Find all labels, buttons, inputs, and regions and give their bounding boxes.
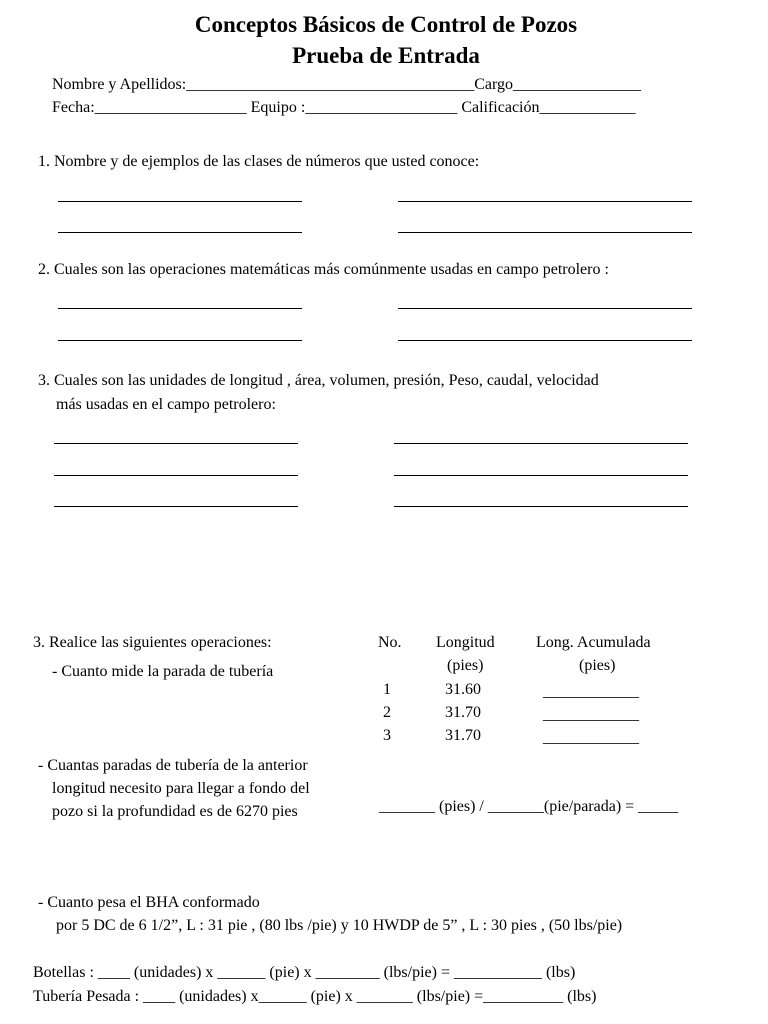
operations-heading: 3. Realice las siguientes operaciones: — [33, 634, 272, 651]
page-title: Conceptos Básicos de Control de Pozos — [194, 12, 578, 37]
table-cell-length: 31.70 — [445, 704, 481, 721]
page-subtitle: Prueba de Entrada — [292, 43, 480, 68]
table-header-accum: Long. Acumulada — [536, 634, 651, 651]
operations-sub-3-line-1: - Cuanto pesa el BHA conformado — [38, 894, 260, 911]
botellas-formula[interactable]: Botellas : ____ (unidades) x ______ (pie) x ________ (lbs/pie) = ___________ (lbs) — [33, 964, 576, 981]
table-cell-length: 31.70 — [445, 727, 481, 744]
table-header-accum-unit: (pies) — [579, 657, 616, 674]
operations-sub-2-line-3: pozo si la profundidad es de 6270 pies — [52, 803, 298, 820]
answer-line[interactable] — [58, 232, 302, 233]
table-cell-accum[interactable]: ____________ — [543, 729, 639, 746]
table-header-length-unit: (pies) — [447, 657, 484, 674]
table-header-no: No. — [378, 634, 402, 651]
date-field[interactable]: Fecha:___________________ Equipo :___________________ Calificación____________ — [52, 99, 636, 116]
table-cell-no: 1 — [383, 681, 391, 698]
table-cell-accum[interactable]: ____________ — [543, 706, 639, 723]
answer-line[interactable] — [398, 308, 692, 309]
question-2: 2. Cuales son las operaciones matemáticas más comúnmente usadas en campo petrolero : — [38, 261, 609, 278]
answer-line[interactable] — [394, 475, 688, 476]
operations-sub-2-line-2: longitud necesito para llegar a fondo del — [52, 780, 310, 797]
answer-line[interactable] — [58, 308, 302, 309]
answer-line[interactable] — [54, 475, 298, 476]
table-cell-no: 3 — [383, 727, 391, 744]
answer-line[interactable] — [54, 506, 298, 507]
parada-formula[interactable]: _______ (pies) / _______(pie/parada) = _____ — [379, 798, 679, 815]
answer-line[interactable] — [54, 443, 298, 444]
answer-line[interactable] — [394, 443, 688, 444]
answer-line[interactable] — [394, 506, 688, 507]
answer-line[interactable] — [398, 340, 692, 341]
table-cell-length: 31.60 — [445, 681, 481, 698]
answer-line[interactable] — [398, 232, 692, 233]
operations-sub-2-line-1: - Cuantas paradas de tubería de la anterior — [38, 757, 308, 774]
tuberia-pesada-formula[interactable]: Tubería Pesada : ____ (unidades) x______ (pie) x _______ (lbs/pie) =__________ (lbs) — [33, 988, 597, 1005]
operations-sub-1: - Cuanto mide la parada de tubería — [52, 663, 274, 680]
question-1: 1. Nombre y de ejemplos de las clases de números que usted conoce: — [38, 153, 480, 170]
table-cell-accum[interactable]: ____________ — [543, 683, 639, 700]
table-header-length: Longitud — [436, 634, 495, 651]
question-3-line-1: 3. Cuales son las unidades de longitud , área, volumen, presión, Peso, caudal, velocidad — [38, 372, 599, 389]
answer-line[interactable] — [58, 340, 302, 341]
question-3-line-2: más usadas en el campo petrolero: — [56, 396, 276, 413]
name-field[interactable]: Nombre y Apellidos:____________________________________Cargo________________ — [52, 76, 642, 93]
table-cell-no: 2 — [383, 704, 391, 721]
operations-sub-3-line-2: por 5 DC de 6 1/2”, L : 31 pie , (80 lbs /pie) y 10 HWDP de 5” , L : 30 pies , (50 lbs/pie) — [56, 917, 623, 934]
answer-line[interactable] — [398, 201, 692, 202]
answer-line[interactable] — [58, 201, 302, 202]
